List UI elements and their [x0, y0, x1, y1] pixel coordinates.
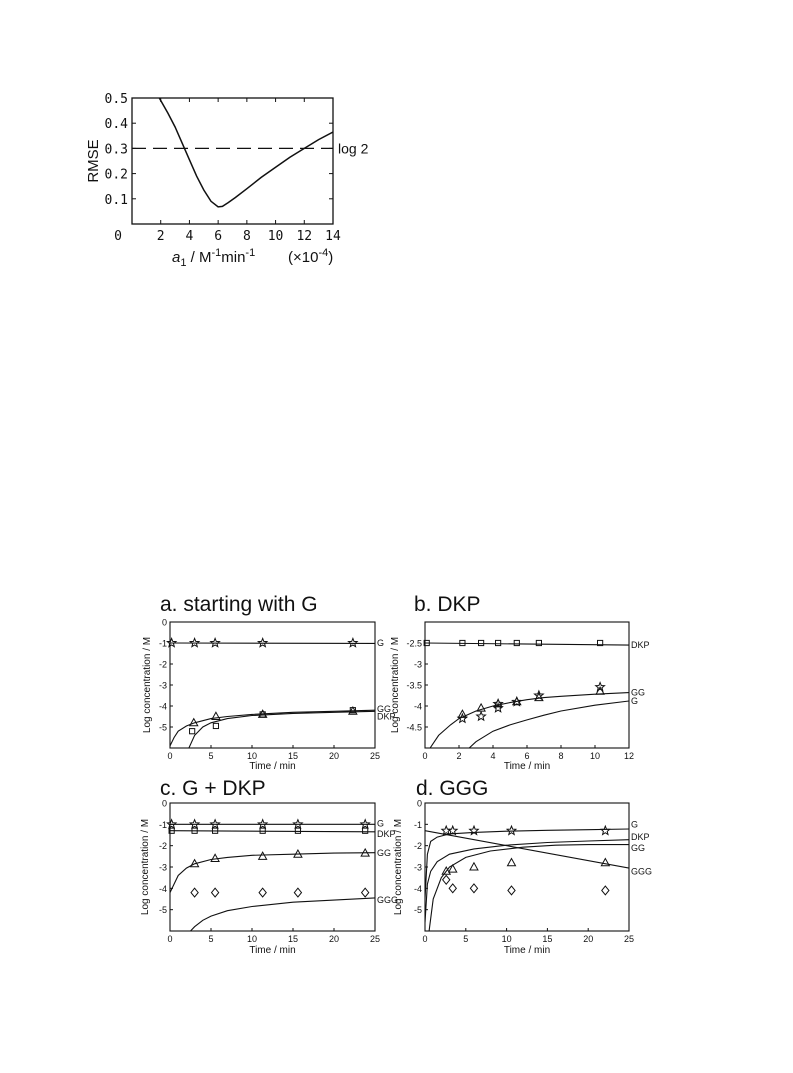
panel-d-curve-gg — [429, 845, 629, 931]
panel-b-y-tick-label: -3 — [413, 659, 422, 670]
panel-d-y-axis-label: Log concentration / M — [393, 818, 404, 916]
panel-c-y-tick-label: 0 — [161, 798, 167, 809]
panel-b-title: b. DKP — [414, 593, 481, 616]
panel-b-curve-label: GG — [631, 687, 646, 698]
panel-b-x-tick-label: 4 — [490, 751, 496, 761]
panel-b-frame — [425, 622, 629, 748]
rmse-x-axis-label-part: a — [172, 249, 181, 266]
panel-c-x-tick-label: 5 — [208, 934, 214, 944]
rmse-x-tick-label: 14 — [325, 229, 341, 244]
rmse-x-tick-label: 2 — [156, 229, 165, 244]
rmse-x-axis-label-part: 1 — [180, 257, 187, 269]
panel-c-title: c. G + DKP — [160, 777, 266, 800]
rmse-x-scale-label-part: (×10 — [288, 249, 319, 266]
panel-c — [140, 777, 398, 956]
panel-c-y-tick-label: -3 — [158, 862, 167, 873]
panel-d-x-tick-label: 0 — [422, 934, 428, 944]
rmse-chart — [85, 92, 369, 269]
panel-b-square-point — [479, 640, 484, 645]
panel-c-square-point — [295, 828, 300, 833]
rmse-y-tick-label: 0.4 — [104, 117, 128, 133]
panel-a-curve-dkp — [189, 711, 375, 748]
panel-c-diamond-point — [191, 888, 198, 897]
panel-d-curve-label: GG — [631, 842, 646, 853]
panel-c-x-tick-label: 25 — [369, 934, 381, 944]
panel-a-title: a. starting with G — [160, 593, 318, 616]
panel-a-star-point — [349, 638, 358, 646]
panel-a-curve-label: G — [377, 638, 385, 648]
panel-d-curve-label: DKP — [631, 832, 650, 843]
rmse-plot-frame — [132, 98, 333, 224]
panel-c-curve-dkp — [170, 831, 375, 832]
panel-b-square-point — [514, 640, 519, 645]
panel-b-star-point — [477, 712, 486, 720]
panel-d-x-tick-label: 10 — [501, 934, 512, 944]
panel-b-curve-g — [469, 701, 629, 748]
rmse-y-tick-label: 0.3 — [104, 142, 128, 158]
panel-d-frame — [425, 803, 629, 931]
panel-d — [393, 777, 652, 956]
panel-a-square-point — [213, 723, 218, 728]
panel-c-diamond-point — [259, 888, 266, 897]
panel-b-y-tick-label: -4 — [413, 701, 422, 712]
panel-c-frame — [170, 803, 375, 931]
panel-d-diamond-point — [470, 884, 477, 893]
rmse-x-scale-label — [288, 247, 333, 266]
panel-a-curve-label: GG — [377, 704, 392, 715]
panel-a-x-tick-label: 0 — [167, 751, 173, 761]
panel-a-y-tick-label: 0 — [161, 617, 167, 628]
panel-d-curve-ggg — [425, 831, 629, 868]
panel-b-x-tick-label: 0 — [422, 751, 428, 761]
panel-d-curve-dkp — [425, 840, 629, 923]
panel-a-curve-label: DKP — [377, 711, 396, 722]
panel-d-x-tick-label: 5 — [463, 934, 469, 944]
panel-d-y-tick-label: -4 — [413, 883, 422, 894]
panel-c-curve-label: GG — [377, 848, 392, 859]
panel-c-y-tick-label: -1 — [158, 819, 167, 830]
panel-a — [142, 593, 396, 772]
panel-d-x-tick-label: 15 — [542, 934, 553, 944]
rmse-y-tick-label: 0.1 — [104, 192, 128, 208]
rmse-x-tick-label: 0 — [114, 229, 122, 244]
panel-a-y-axis-label: Log concentration / M — [142, 636, 153, 734]
panel-d-star-point — [470, 826, 479, 834]
panel-d-x-tick-label: 20 — [583, 934, 594, 944]
rmse-x-tick-label: 8 — [242, 229, 251, 244]
panel-a-y-tick-label: -2 — [158, 659, 167, 670]
panel-a-x-tick-label: 5 — [208, 751, 214, 761]
panel-a-square-point — [190, 729, 195, 734]
panel-c-triangle-point — [211, 854, 219, 861]
panel-c-x-tick-label: 15 — [287, 934, 299, 944]
rmse-x-axis-label-part: / M — [186, 249, 212, 266]
panel-c-curve-label: G — [377, 818, 385, 829]
rmse-x-tick-label: 12 — [296, 229, 313, 244]
panel-b-x-tick-label: 6 — [524, 751, 530, 761]
panel-a-y-tick-label: -1 — [158, 638, 167, 649]
panel-d-curve-label: G — [631, 819, 639, 830]
panel-a-x-axis-label: Time / min — [249, 761, 296, 772]
panel-d-title: d. GGG — [416, 777, 489, 800]
rmse-x-axis-label — [172, 247, 255, 269]
panel-a-x-tick-label: 15 — [287, 751, 299, 761]
rmse-x-tick-label: 4 — [185, 229, 194, 244]
panel-b-x-tick-label: 12 — [623, 751, 635, 761]
panel-c-x-tick-label: 20 — [328, 934, 340, 944]
rmse-x-scale-label-part: ) — [328, 249, 334, 266]
panel-c-diamond-point — [362, 888, 369, 897]
panel-d-diamond-point — [449, 884, 456, 893]
panel-a-x-tick-label: 20 — [328, 751, 340, 761]
panel-c-y-axis-label: Log concentration / M — [140, 818, 151, 916]
panel-d-y-tick-label: -5 — [413, 905, 422, 916]
panel-b-y-tick-label: -4.5 — [406, 722, 422, 733]
panel-d-diamond-point — [508, 886, 515, 895]
panel-a-x-tick-label: 10 — [246, 751, 258, 761]
rmse-threshold-label: log 2 — [338, 140, 369, 157]
panel-b-y-tick-label: -3.5 — [406, 680, 422, 691]
panel-d-diamond-point — [602, 886, 609, 895]
panel-d-triangle-point — [507, 859, 515, 866]
panel-b-x-tick-label: 10 — [589, 751, 601, 761]
panel-c-curve-label: GGG — [377, 895, 399, 906]
panel-a-curve-gg — [170, 710, 375, 746]
panel-c-y-tick-label: -2 — [158, 841, 167, 852]
rmse-curve — [159, 98, 333, 207]
panel-d-y-tick-label: 0 — [416, 798, 422, 809]
panel-d-curve-label: GGG — [631, 866, 653, 877]
panel-b — [390, 593, 650, 772]
rmse-y-tick-label: 0.5 — [104, 92, 128, 107]
panel-c-y-tick-label: -4 — [158, 883, 167, 894]
panel-c-diamond-point — [294, 888, 301, 897]
panel-b-curve-label: G — [631, 695, 639, 706]
panel-d-triangle-point — [449, 865, 457, 872]
rmse-x-axis-label-part: min — [221, 249, 246, 266]
rmse-y-tick-label: 0.2 — [104, 167, 128, 183]
panel-d-y-tick-label: -2 — [413, 841, 422, 852]
panel-a-y-tick-label: -5 — [158, 722, 167, 733]
panel-d-x-tick-label: 25 — [623, 934, 635, 944]
panel-b-y-tick-label: -2.5 — [406, 638, 422, 649]
panel-c-curve-gg — [170, 853, 375, 893]
panel-d-x-axis-label: Time / min — [503, 945, 551, 956]
panel-c-triangle-point — [259, 852, 267, 859]
panel-c-x-tick-label: 10 — [246, 934, 258, 944]
panel-c-x-tick-label: 0 — [167, 934, 173, 944]
panel-b-curve-label: DKP — [631, 640, 650, 651]
panel-b-curve-dkp — [425, 643, 629, 645]
panel-a-y-tick-label: -3 — [158, 680, 167, 691]
panel-b-x-axis-label: Time / min — [503, 761, 551, 772]
panel-d-triangle-point — [470, 863, 478, 870]
panel-c-curve-ggg — [191, 898, 376, 931]
rmse-x-tick-label: 10 — [267, 229, 284, 244]
panel-c-diamond-point — [212, 888, 219, 897]
panel-d-y-tick-label: -1 — [413, 819, 422, 830]
rmse-x-scale-label-part: -4 — [318, 247, 329, 259]
panel-b-square-point — [496, 640, 501, 645]
panel-d-star-point — [507, 826, 516, 834]
panel-d-star-point — [601, 826, 610, 834]
rmse-y-axis-label: RMSE — [85, 139, 102, 183]
panel-a-y-tick-label: -4 — [158, 701, 167, 712]
rmse-x-tick-label: 6 — [214, 229, 223, 244]
panel-a-x-tick-label: 25 — [369, 751, 381, 761]
panel-d-y-tick-label: -3 — [413, 862, 422, 873]
panel-c-x-axis-label: Time / min — [249, 945, 296, 956]
panel-b-y-axis-label: Log concentration / M — [390, 636, 401, 734]
panel-b-x-tick-label: 8 — [558, 751, 564, 761]
rmse-x-axis-label-part: -1 — [211, 247, 222, 259]
panel-b-x-tick-label: 2 — [456, 751, 462, 761]
panel-c-curve-label: DKP — [377, 828, 396, 839]
panel-a-star-point — [258, 638, 267, 646]
panel-c-y-tick-label: -5 — [158, 905, 167, 916]
rmse-x-axis-label-part: -1 — [245, 247, 256, 259]
panel-d-diamond-point — [443, 875, 450, 884]
panel-b-square-point — [536, 640, 541, 645]
panel-c-square-point — [363, 828, 368, 833]
